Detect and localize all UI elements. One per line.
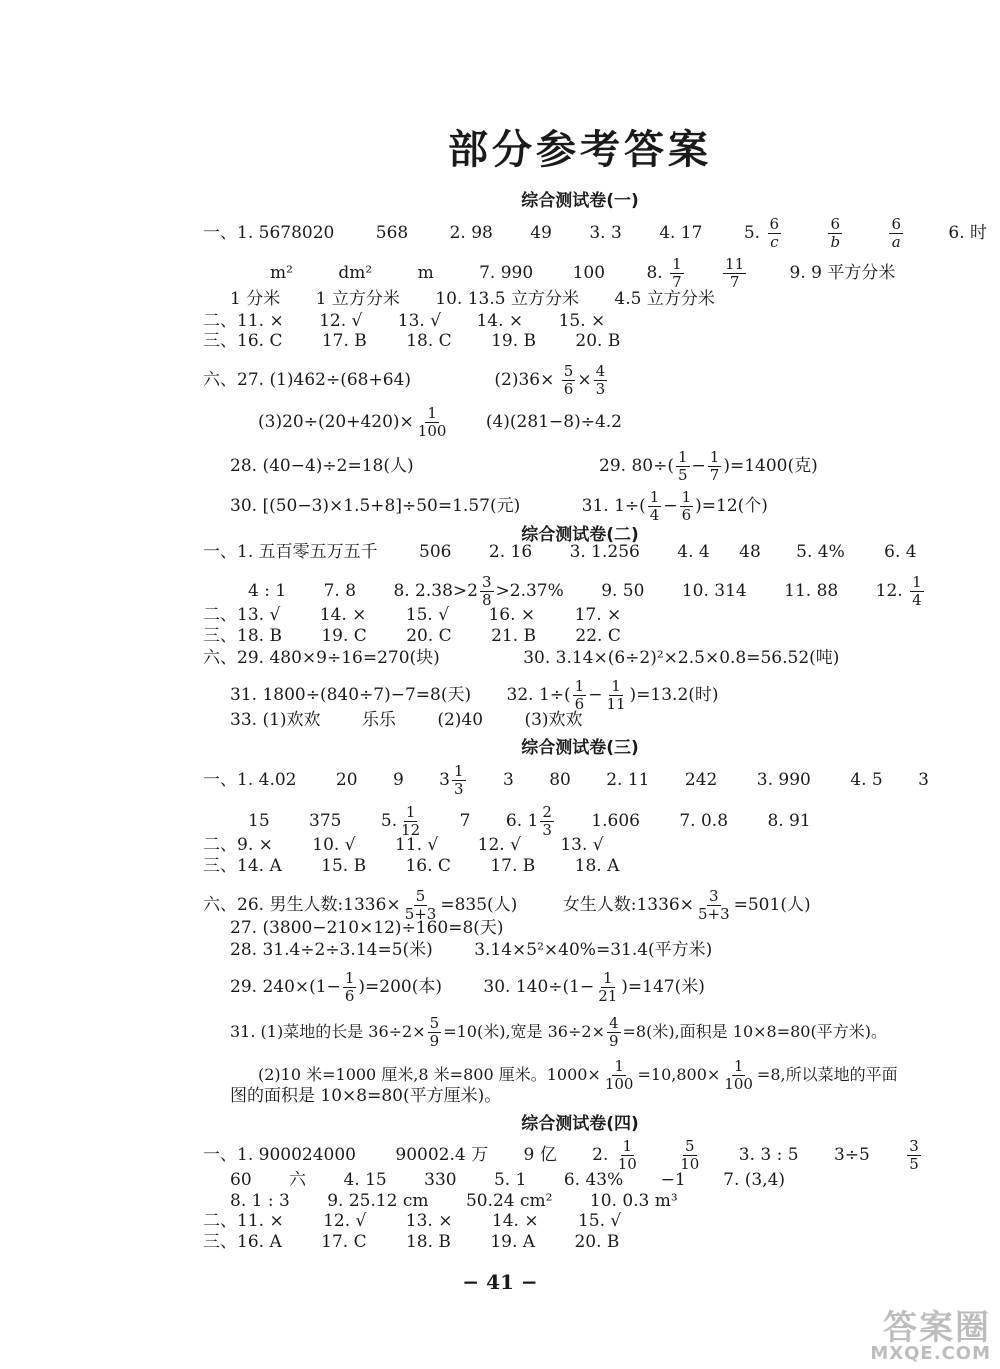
fraction: $\frac{5}{6}$ xyxy=(563,362,574,398)
fraction: $\frac{1}{12}$ xyxy=(401,803,421,839)
fraction: $\frac{1}{5}$ xyxy=(677,448,688,484)
answer-line: 一、1. 五百零五万五千 506 2. 16 3. 1.256 4. 4 48 5. 4% 6. 4 xyxy=(203,542,917,562)
answer-line: 二、11. × 12. √ 13. × 14. × 15. √ xyxy=(203,1211,622,1231)
fraction: $\frac{6}{b}$ xyxy=(830,215,841,251)
fraction: $\frac{4}{3}$ xyxy=(595,362,606,398)
answer-line: (3)20÷(20+420)× $\frac{1}{100}$ (4)(281−8)÷4.2 xyxy=(258,404,622,440)
answer-line: 三、18. B 19. C 20. C 21. B 22. C xyxy=(203,626,621,646)
fraction: $\frac{1}{6}$ xyxy=(574,677,585,713)
watermark-title: 答案圈 xyxy=(883,1308,991,1348)
fraction: $\frac{11}{7}$ xyxy=(725,255,745,291)
fraction: $\frac{3}{8}$ xyxy=(481,573,492,609)
fraction: $\frac{6}{a}$ xyxy=(891,215,902,251)
answer-line: 三、16. C 17. B 18. C 19. B 20. B xyxy=(203,331,621,351)
fraction: $\frac{1}{7}$ xyxy=(672,255,682,291)
answer-line: 33. (1)欢欢 乐乐 (2)40 (3)欢欢 xyxy=(230,710,583,730)
answer-line: 六、26. 男生人数:1336× $\frac{5}{5+3}$ =835(人) 女生人数:1336× $\frac{3}{5+3}$ =501(人) xyxy=(203,887,811,923)
fraction: $\frac{1}{6}$ xyxy=(681,488,692,524)
answer-line: 28. 31.4÷2÷3.14=5(米) 3.14×5²×40%=31.4(平方米) xyxy=(230,940,713,960)
answer-line: 31. (1)菜地的长是 36÷2× $\frac{5}{9}$ =10(米),宽是 36÷2× $\frac{4}{9}$ =8(米),面积是 10×8=80(平方米)。 xyxy=(230,1014,887,1050)
answer-line: 六、29. 480×9÷16=270(块) 30. 3.14×(6÷2)²×2.5×0.8=56.52(吨) xyxy=(203,648,840,668)
answer-line: 60 六 4. 15 330 5. 1 6. 43% −1 7. (3,4) xyxy=(230,1170,786,1190)
answer-line: 一、1. 900024000 90002.4 万 9 亿 2. $\frac{1}{10}$ $\frac{5}{10}$ 3. 3 : 5 3÷5 $\frac{3}{5}$ xyxy=(203,1137,919,1173)
page-title: 部分参考答案 xyxy=(448,127,712,173)
answer-line: (2)10 米=1000 厘米,8 米=800 厘米。1000× $\frac{1}{100}$ =10,800× $\frac{1}{100}$ =8,所以菜地的平面 xyxy=(258,1057,898,1093)
answer-line: 三、16. A 17. C 18. B 19. A 20. B xyxy=(203,1232,620,1252)
answer-line: 28. (40−4)÷2=18(人) 29. 80÷( $\frac{1}{5}$ − $\frac{1}{7}$ )=1400(克) xyxy=(230,448,818,484)
section-title-2: 综合测试卷(二) xyxy=(521,525,639,545)
answer-line: 二、13. √ 14. × 15. √ 16. × 17. × xyxy=(203,605,622,625)
answer-line: 8. 1 : 3 9. 25.12 cm 50.24 cm² 10. 0.3 m³ xyxy=(230,1191,678,1211)
watermark-url: MXQE.COM xyxy=(870,1343,991,1364)
answer-line: 4 : 1 7. 8 8. 2.38>2 $\frac{3}{8}$ >2.37% 9. 50 10. 314 11. 88 12. $\frac{1}{4}$ xyxy=(248,573,922,609)
fraction: $\frac{1}{3}$ xyxy=(454,762,464,798)
answer-line: 一、1. 5678020 568 2. 98 49 3. 3 4. 17 5. $\frac{6}{c}$ $\frac{6}{b}$ $\frac{6}{a}$ 6. 时 xyxy=(203,215,988,251)
fraction: $\frac{5}{5+3}$ xyxy=(404,887,437,923)
answer-line: 29. 240×(1− $\frac{1}{6}$ )=200(本) 30. 140÷(1− $\frac{1}{21}$ )=147(米) xyxy=(230,969,705,1005)
answer-line: 六、27. (1)462÷(68+64) (2)36× $\frac{5}{6}$ × $\frac{4}{3}$ xyxy=(203,362,606,398)
answer-line: 图的面积是 10×8=80(平方厘米)。 xyxy=(230,1086,502,1106)
fraction: $\frac{1}{10}$ xyxy=(617,1137,637,1173)
answer-line: 三、14. A 15. B 16. C 17. B 18. A xyxy=(203,856,620,876)
answer-line: 二、9. × 10. √ 11. √ 12. √ 13. √ xyxy=(203,835,604,855)
section-title-3: 综合测试卷(三) xyxy=(521,738,639,758)
answer-line: 二、11. × 12. √ 13. √ 14. × 15. × xyxy=(203,311,606,331)
fraction: $\frac{5}{10}$ xyxy=(680,1137,700,1173)
section-title-4: 综合测试卷(四) xyxy=(521,1114,639,1134)
answer-line: 31. 1800÷(840÷7)−7=8(天) 32. 1÷( $\frac{1}{6}$ − $\frac{1}{11}$ )=13.2(时) xyxy=(230,677,719,713)
answer-line: 27. (3800−210×12)÷160=8(天) xyxy=(230,918,504,938)
fraction: $\frac{6}{c}$ xyxy=(769,215,780,251)
answer-line: 1 分米 1 立方分米 10. 13.5 立方分米 4.5 立方分米 xyxy=(230,289,715,309)
answer-line: 15 375 5. $\frac{1}{12}$ 7 6. 1 $\frac{2}{3}$ 1.606 7. 0.8 8. 91 xyxy=(248,803,811,839)
fraction: $\frac{1}{7}$ xyxy=(709,448,720,484)
page-number: − 41 − xyxy=(462,1270,538,1294)
fraction: $\frac{5}{9}$ xyxy=(429,1014,440,1050)
fraction: $\frac{1}{100}$ xyxy=(724,1057,753,1093)
fraction: $\frac{2}{3}$ xyxy=(542,803,552,839)
fraction: $\frac{1}{6}$ xyxy=(344,969,355,1005)
fraction: $\frac{4}{9}$ xyxy=(608,1014,619,1050)
answer-line: m² dm² m 7. 990 100 8. $\frac{1}{7}$ $\frac{11}{7}$ 9. 9 平方分米 xyxy=(270,255,896,291)
fraction: $\frac{1}{4}$ xyxy=(649,488,660,524)
fraction: $\frac{3}{5}$ xyxy=(909,1137,919,1173)
fraction: $\frac{1}{4}$ xyxy=(912,573,922,609)
fraction: $\frac{3}{5+3}$ xyxy=(697,887,730,923)
fraction: $\frac{1}{21}$ xyxy=(598,969,618,1005)
fraction: $\frac{1}{11}$ xyxy=(606,677,626,713)
watermark-logo xyxy=(835,1300,995,1364)
section-title-1: 综合测试卷(一) xyxy=(521,191,639,211)
answer-line: 30. [(50−3)×1.5+8]÷50=1.57(元) 31. 1÷( $\frac{1}{4}$ − $\frac{1}{6}$ )=12(个) xyxy=(230,488,768,524)
answer-line: 一、1. 4.02 20 9 3 $\frac{1}{3}$ 3 80 2. 11 242 3. 990 4. 5 3 xyxy=(203,762,929,798)
fraction: $\frac{1}{100}$ xyxy=(417,404,447,440)
fraction: $\frac{1}{100}$ xyxy=(604,1057,634,1093)
